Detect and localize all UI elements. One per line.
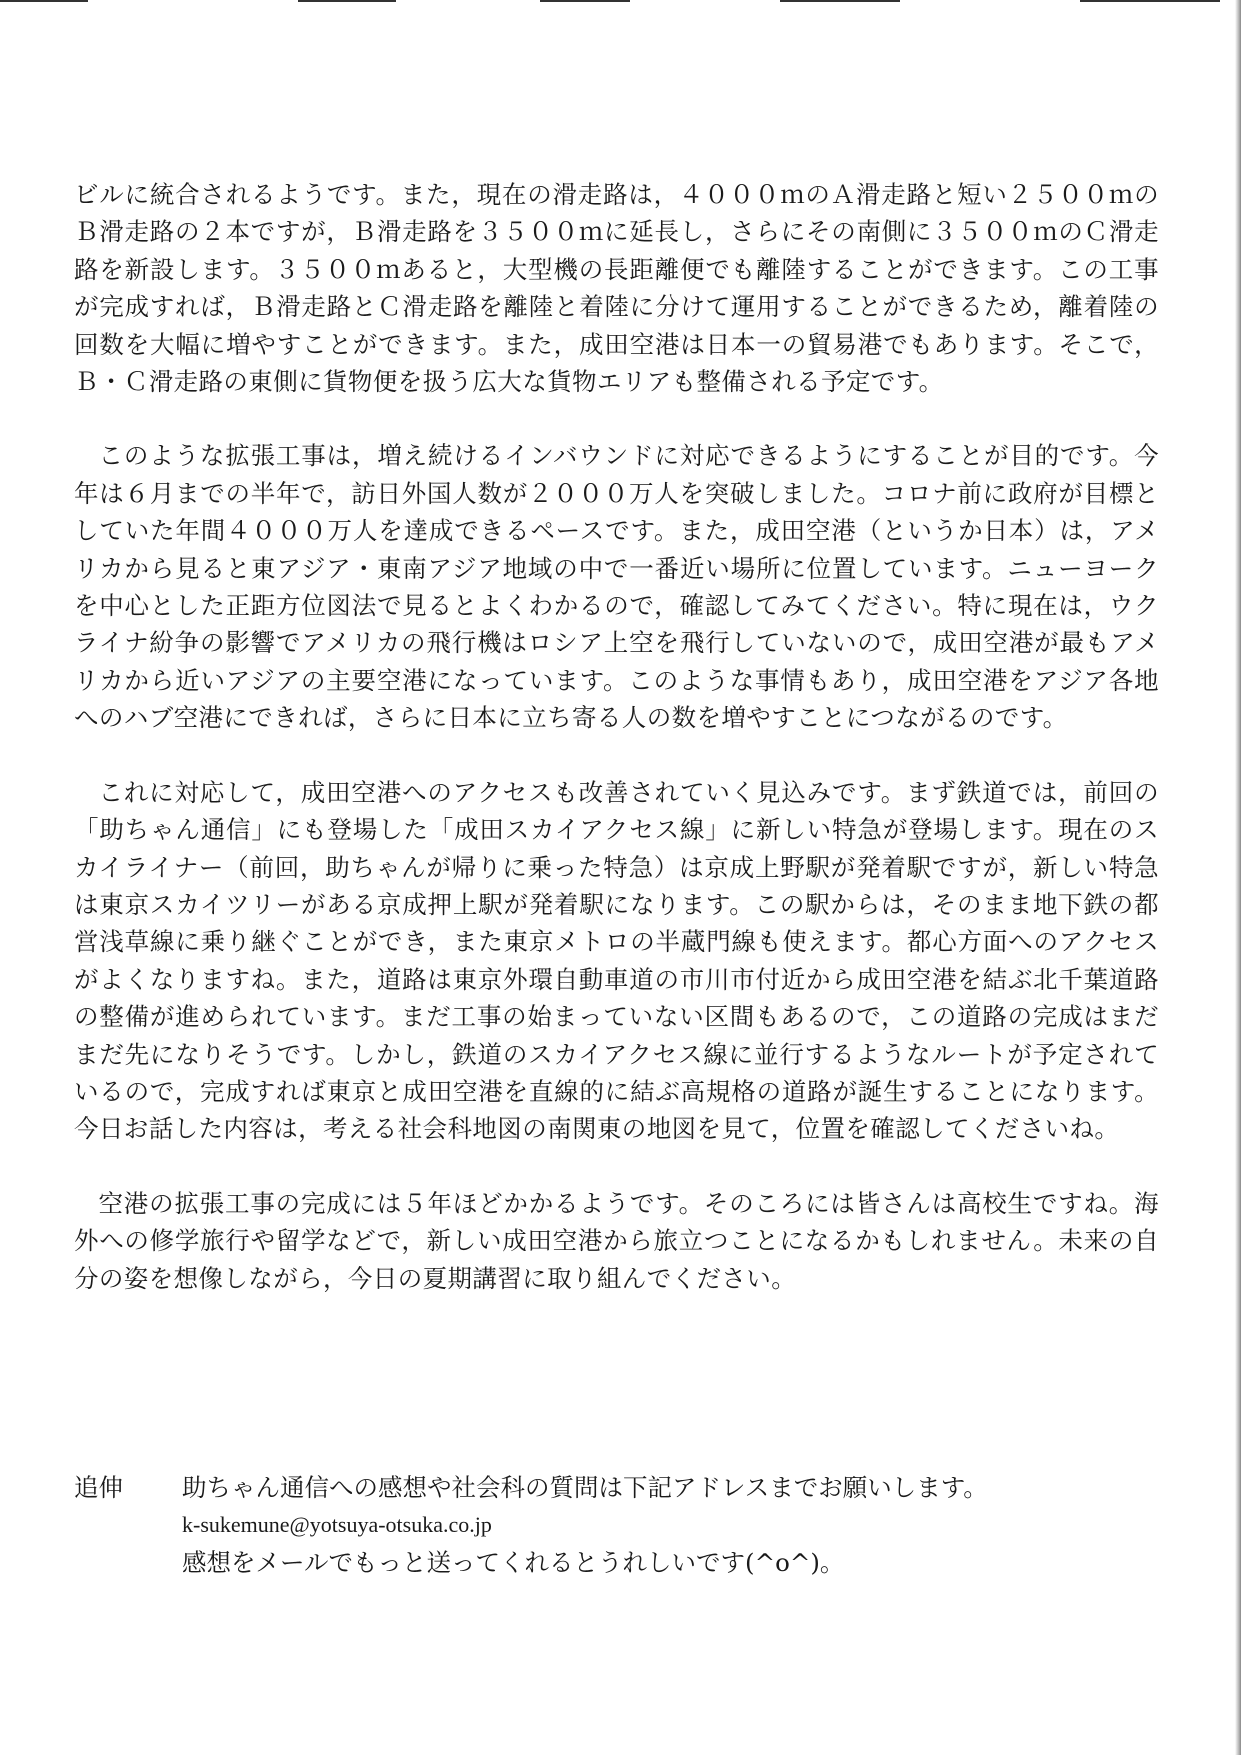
paragraph-inbound: このような拡張工事は，増え続けるインバウンドに対応できるようにすることが目的です。今年は６月までの半年で，訪日外国人数が２０００万人を突破しました。コロナ前に政府が目標としていた年間４０００万人を達成できるペースです。また，成田空港（というか日本）は，アメリカから見ると東アジア・東南アジア地域の中で一番近い場所に位置しています。ニューヨークを中心とした正距方位図法で見るとよくわかるので，確認してみてください。特に現在は，ウクライナ紛争の影響でアメリカの飛行機はロシア上空を飛行していないので，成田空港が最もアメリカから近いアジアの主要空港になっています。このような事情もあり，成田空港をアジア各地へのハブ空港にできれば，さらに日本に立ち寄る人の数を増やすことにつながるのです。 <box>74 441 1159 733</box>
scan-top-rule <box>0 0 88 2</box>
scan-right-edge <box>1235 0 1241 1755</box>
postscript-request: 助ちゃん通信への感想や社会科の質問は下記アドレスまでお願いします。 <box>182 1473 988 1502</box>
postscript-body <box>182 1469 1159 1581</box>
paragraph-closing: 空港の拡張工事の完成には５年ほどかかるようです。そのころには皆さんは高校生ですね。海外への修学旅行や留学などで，新しい成田空港から旅立つことになるかもしれません。未来の自分の姿を想像しながら，今日の夏期講習に取り組んでください。 <box>74 1188 1159 1293</box>
document-body <box>74 176 1159 1297</box>
postscript-thanks: 感想をメールでもっと送ってくれるとうれしいです(^o^)。 <box>182 1547 845 1577</box>
scan-top-rule <box>298 0 396 2</box>
scan-top-rule <box>1080 0 1220 2</box>
paragraph-access: これに対応して，成田空港へのアクセスも改善されていく見込みです。まず鉄道では，前回の「助ちゃん通信」にも登場した「成田スカイアクセス線」に新しい特急が登場します。現在のスカイライナー（前回，助ちゃんが帰りに乗った特急）は京成上野駅が発着駅ですが，新しい特急は東京スカイツリーがある京成押上駅が発着駅になります。この駅からは，そのまま地下鉄の都営浅草線に乗り継ぐことができ，また東京メトロの半蔵門線も使えます。都心方面へのアクセスがよくなりますね。また，道路は東京外環自動車道の市川市付近から成田空港を結ぶ北千葉道路の整備が進められています。まだ工事の始まっていない区間もあるので，この道路の完成はまだまだ先になりそうです。しかし，鉄道のスカイアクセス線に並行するようなルートが予定されているので，完成すれば東京と成田空港を直線的に結ぶ高規格の道路が誕生することになります。今日お話した内容は，考える社会科地図の南関東の地図を見て，位置を確認してくださいね。 <box>74 777 1159 1144</box>
scan-top-rule <box>780 0 900 2</box>
postscript-label: 追伸 <box>74 1473 123 1502</box>
scan-top-rule <box>540 0 630 2</box>
contact-email: k-sukemune@yotsuya-otsuka.co.jp <box>182 1512 492 1538</box>
postscript <box>74 1469 1159 1581</box>
paragraph-runways: ビルに統合されるようです。また，現在の滑走路は，４０００ｍのＡ滑走路と短い２５００ｍのＢ滑走路の２本ですが，Ｂ滑走路を３５００ｍに延長し，さらにその南側に３５００ｍのＣ滑走路を新設します。３５００ｍあると，大型機の長距離便でも離陸することができます。この工事が完成すれば，Ｂ滑走路とＣ滑走路を離陸と着陸に分けて運用することができるため，離着陸の回数を大幅に増やすことができます。また，成田空港は日本一の貿易港でもあります。そこで，Ｂ・Ｃ滑走路の東側に貨物便を扱う広大な貨物エリアも整備される予定です。 <box>74 180 1159 397</box>
